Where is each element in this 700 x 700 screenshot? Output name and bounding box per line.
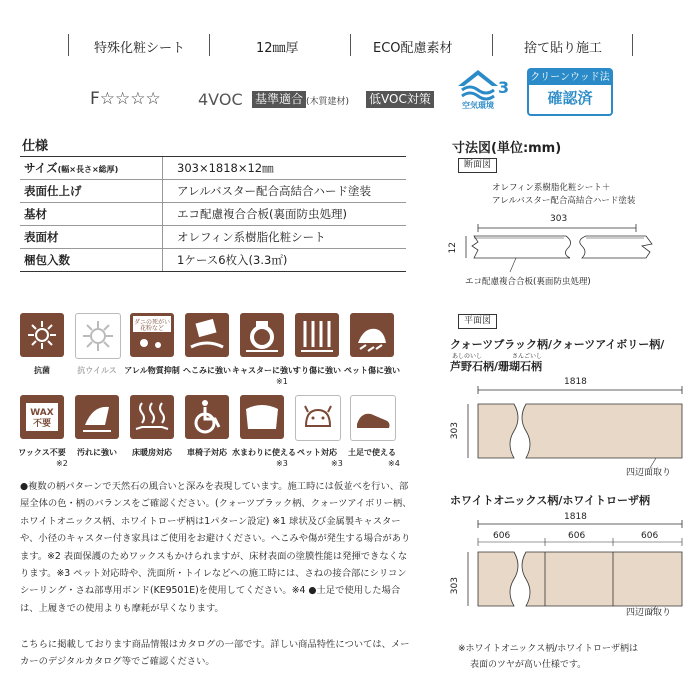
feature-install: 捨て貼り施工 <box>524 41 603 56</box>
icon-note: ※2 <box>56 459 68 468</box>
spec-row: 表面材 オレフィン系樹脂化粧シート <box>20 226 406 249</box>
icon-note: ※4 <box>388 459 400 468</box>
spec-row: 基材 エコ配慮複合合板(裏面防虫処理) <box>20 203 406 226</box>
spec-table <box>20 156 406 272</box>
divider <box>209 34 210 56</box>
f-four-star: F☆☆☆☆ <box>90 89 161 109</box>
icon-label: 土足で使える <box>348 448 396 457</box>
sheet-label-1: オレフィン系樹脂化粧シート＋ <box>492 183 611 193</box>
icon-label: すり傷に強い <box>293 366 341 375</box>
ruby-sango: さんごいし <box>512 353 543 360</box>
pet-friendly-icon <box>295 395 341 441</box>
section-tag: 断面図 <box>458 158 497 173</box>
icon-label: ペット対応 <box>297 448 337 457</box>
ruby-ashino: あしのいし <box>452 353 483 360</box>
cleanwood-badge <box>527 68 613 116</box>
air-level: 3 <box>498 78 510 97</box>
plan-length: 1818 <box>564 377 587 387</box>
icon-label: ペット傷に強い <box>344 366 400 375</box>
cleanwood-bottom: 確認済 <box>547 89 593 107</box>
icon-note: ※1 <box>276 377 288 386</box>
section-drawing <box>456 222 696 282</box>
divider <box>492 34 493 56</box>
scratch-resistant-icon <box>295 313 339 357</box>
outdoor-shoes-icon <box>350 395 396 441</box>
catalog-note: こちらに掲載しております商品情報はカタログの一部です。詳しい商品特性については、メーカーのデジタルカタログ等でご確認ください。 <box>20 639 410 668</box>
cleanwood-top: クリーンウッド法 <box>530 72 610 83</box>
dent-resistant-icon <box>185 313 229 357</box>
icon-label: 汚れに強い <box>77 448 117 457</box>
dimension-title: 寸法図(単位:mm) <box>452 141 562 156</box>
svg-text:花粉など: 花粉など <box>139 325 165 332</box>
chamfer-label-2: 四辺面取り <box>626 608 672 618</box>
low-voc-badge: 低VOC対策 <box>366 91 434 108</box>
divider <box>632 34 633 56</box>
icon-label: へこみに強い <box>183 366 231 375</box>
antivirus-icon <box>75 313 121 359</box>
svg-text:WAX: WAX <box>30 408 54 418</box>
spec-row: サイズ(幅×長さ×総厚) 303×1818×12㎜ <box>20 157 406 180</box>
voc4-label: 4VOC <box>198 90 243 109</box>
plan-length-2: 1818 <box>564 512 587 522</box>
feature-eco: ECO配慮素材 <box>373 41 453 56</box>
chamfer-label: 四辺面取り <box>626 468 672 478</box>
spec-row: 梱包入数 1ケース6枚入(3.3㎡) <box>20 249 406 272</box>
segment-1: 606 <box>493 531 511 541</box>
section-width: 303 <box>550 214 568 224</box>
sheet-label-2: アレルバスター配合高結合ハード塗装 <box>492 196 636 206</box>
segment-3: 606 <box>641 531 659 541</box>
plan-width-2: 303 <box>450 577 460 595</box>
feature-special-sheet: 特殊化粧シート <box>94 41 186 56</box>
spec-title: 仕様 <box>22 139 49 154</box>
floor-heating-icon <box>130 395 174 439</box>
divider <box>350 34 351 56</box>
icon-label: 水まわりに使える <box>232 448 296 457</box>
svg-text:不要: 不要 <box>32 419 52 429</box>
icon-label: アレル物質抑制 <box>124 366 180 375</box>
plan-drawing-1 <box>456 384 696 476</box>
icon-label: 床暖房対応 <box>132 448 172 457</box>
icon-label: キャスターに強い <box>232 366 296 375</box>
icon-note: ※3 <box>331 459 343 468</box>
plan-drawing-2 <box>456 518 696 618</box>
base-label: エコ配慮複合合板(裏面防虫処理) <box>465 277 591 287</box>
gloss-note-2: 表面のツヤが高い仕様です。 <box>470 660 587 670</box>
antibacterial-icon <box>20 313 64 357</box>
icon-label: 抗菌 <box>34 366 50 375</box>
icon-note: ※3 <box>276 459 288 468</box>
plan-tag: 平面図 <box>458 314 497 329</box>
pattern-group-1b: 芦野石柄/珊瑚石柄 <box>450 360 543 373</box>
segment-2: 606 <box>568 531 586 541</box>
spec-row: 表面仕上げ アレルバスター配合高結合ハード塗装 <box>20 180 406 203</box>
divider <box>68 34 69 56</box>
kijun-badge: 基準適合 <box>252 91 306 108</box>
mokushitsu-label: (木質建材) <box>306 97 350 107</box>
water-area-icon <box>240 395 284 439</box>
section-thickness: 12 <box>448 242 458 254</box>
stain-resistant-icon <box>75 395 119 439</box>
pattern-group-1: クォーツブラック柄/クォーツアイボリー柄/ <box>450 338 665 351</box>
icon-label: ワックス不要 <box>18 448 66 457</box>
plan-width: 303 <box>450 422 460 440</box>
pattern-group-2: ホワイトオニックス柄/ホワイトローザ柄 <box>450 494 651 507</box>
caster-resistant-icon <box>240 313 284 357</box>
allergen-icon <box>130 313 174 357</box>
wheelchair-icon <box>185 395 229 439</box>
description-text: ●複数の柄パターンで天然石の風合いと深みを表現しています。施工時には仮並べを行い、部屋全体の色・柄のバランスをご確認ください。(クォーツブラック柄、クォーツアイボリー柄、ホワイトオニックス柄、ホワイトローザ柄は1パターン設定) ※1 球状及び金属製キャスターや、小径のキャスター付き家具はご使用をお避けください。へこみや傷が発生する場合があります。※2 表面保護のためワックスもかけられますが、床材表面の塗膜性能は発揮できなくなります。※3 ペット対応時や、洗面所・トイレなどへの施工時には、さねの接合部にシリコンシーリング・さね部専用ボンド(KE9501E)を使用してください。※4 ●土足で使用した場合は、上履きでの使用よりも摩耗が早くなります。 <box>20 481 412 614</box>
no-wax-icon <box>20 395 64 439</box>
gloss-note-1: ※ホワイトオニックス柄/ホワイトローザ柄は <box>458 644 638 654</box>
air-label: 空気環境 <box>462 101 494 110</box>
icon-label: 抗ウイルス <box>77 366 117 375</box>
pet-scratch-icon <box>350 313 394 357</box>
icon-label: 車椅子対応 <box>187 448 227 457</box>
svg-text:ダニの死がい: ダニの死がい <box>133 319 171 326</box>
feature-thickness: 12㎜厚 <box>256 41 299 56</box>
